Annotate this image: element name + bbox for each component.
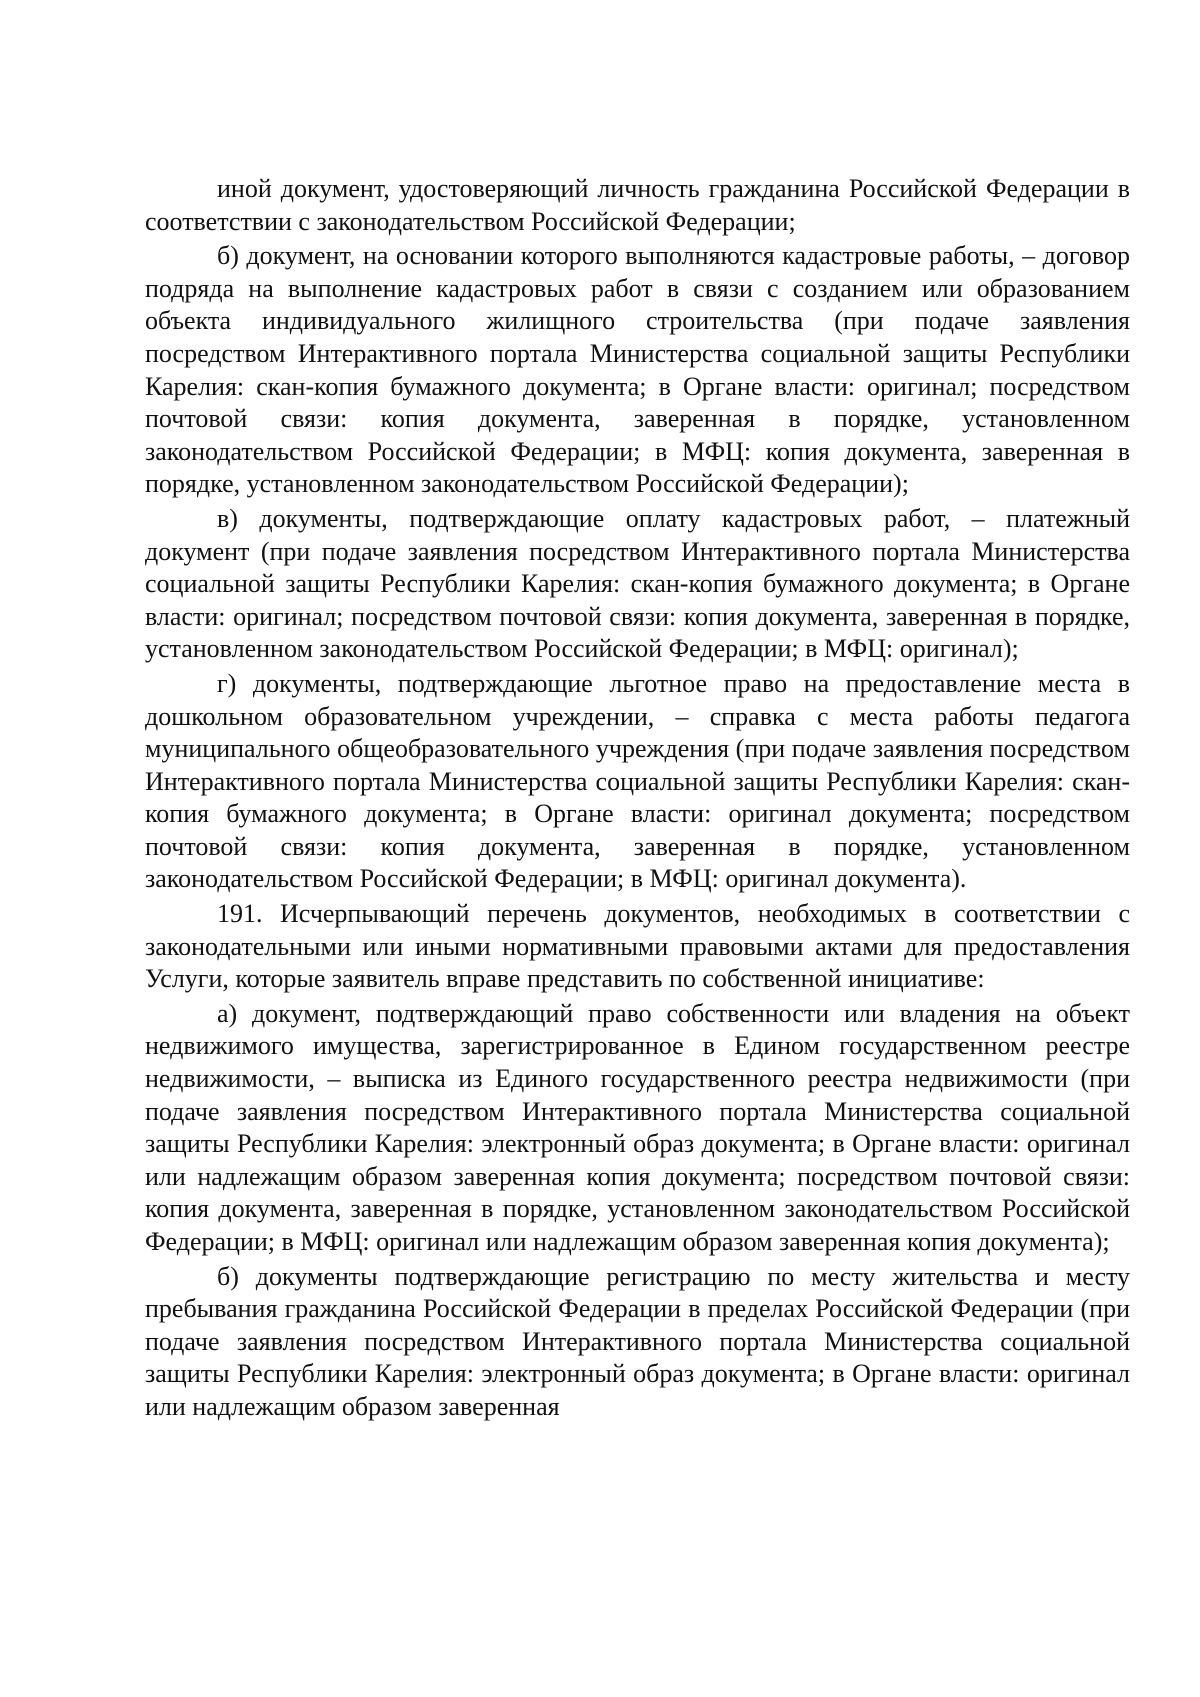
paragraph-residence-registration: б) документы подтверждающие регистрацию по месту жительства и месту пребывания гражданина Российской Федерации в пределах Российской Федерации (при подаче заявления посредством Интерактивного портала Министерства социальной защиты Республики Карелия: электронный образ документа; в Органе власти: оригинал или надлежащим образом заверенная [145, 1261, 1130, 1421]
paragraph-property-ownership: а) документ, подтверждающий право собственности или владения на объект недвижимого имущества, зарегистрированное в Едином государственном реестре недвижимости, – выписка из Единого государственного реестра недвижимости (при подаче заявления посредством Интерактивного портала Министерства социальной защиты Республики Карелия: электронный образ документа; в Органе власти: оригинал или надлежащим образом заверенная копия документа; посредством почтовой связи: копия документа, заверенная в порядке, установленном законодательством Российской Федерации; в МФЦ: оригинал или надлежащим образом заверенная копия документа); [145, 998, 1130, 1256]
paragraph-preschool-benefit: г) документы, подтверждающие льготное право на предоставление места в дошкольном образовательном учреждении, – справка с места работы педагога муниципального общеобразовательного учреждения (при подаче заявления посредством Интерактивного портала Министерства социальной защиты Республики Карелия: скан-копия бумажного документа; в Органе власти: оригинал документа; посредством почтовой связи: копия документа, заверенная в порядке, установленном законодательством Российской Федерации; в МФЦ: оригинал документа). [145, 668, 1130, 894]
paragraph-cadastral-works-contract: б) документ, на основании которого выполняются кадастровые работы, – договор подряда на выполнение кадастровых работ в связи с созданием или образованием объекта индивидуального жилищного строительства (при подаче заявления посредством Интерактивного портала Министерства социальной защиты Республики Карелия: скан-копия бумажного документа; в Органе власти: оригинал; посредством почтовой связи: копия документа, заверенная в порядке, установленном законодательством Российской Федерации; в МФЦ: копия документа, заверенная в порядке, установленном законодательством Российской Федерации); [145, 241, 1130, 499]
paragraph-191-document-list: 191. Исчерпывающий перечень документов, необходимых в соответствии с законодательными или иными нормативными правовыми актами для предоставления Услуги, которые заявитель вправе представить по собственной инициативе: [145, 899, 1130, 994]
document-body [145, 173, 1130, 1424]
paragraph-cadastral-payment: в) документы, подтверждающие оплату кадастровых работ, – платежный документ (при подаче заявления посредством Интерактивного портала Министерства социальной защиты Республики Карелия: скан-копия бумажного документа; в Органе власти: оригинал; посредством почтовой связи: копия документа, заверенная в порядке, установленном законодательством Российской Федерации; в МФЦ: оригинал); [145, 503, 1130, 664]
paragraph-identity-document: иной документ, удостоверяющий личность гражданина Российской Федерации в соответствии с законодательством Российской Федерации; [145, 174, 1130, 236]
